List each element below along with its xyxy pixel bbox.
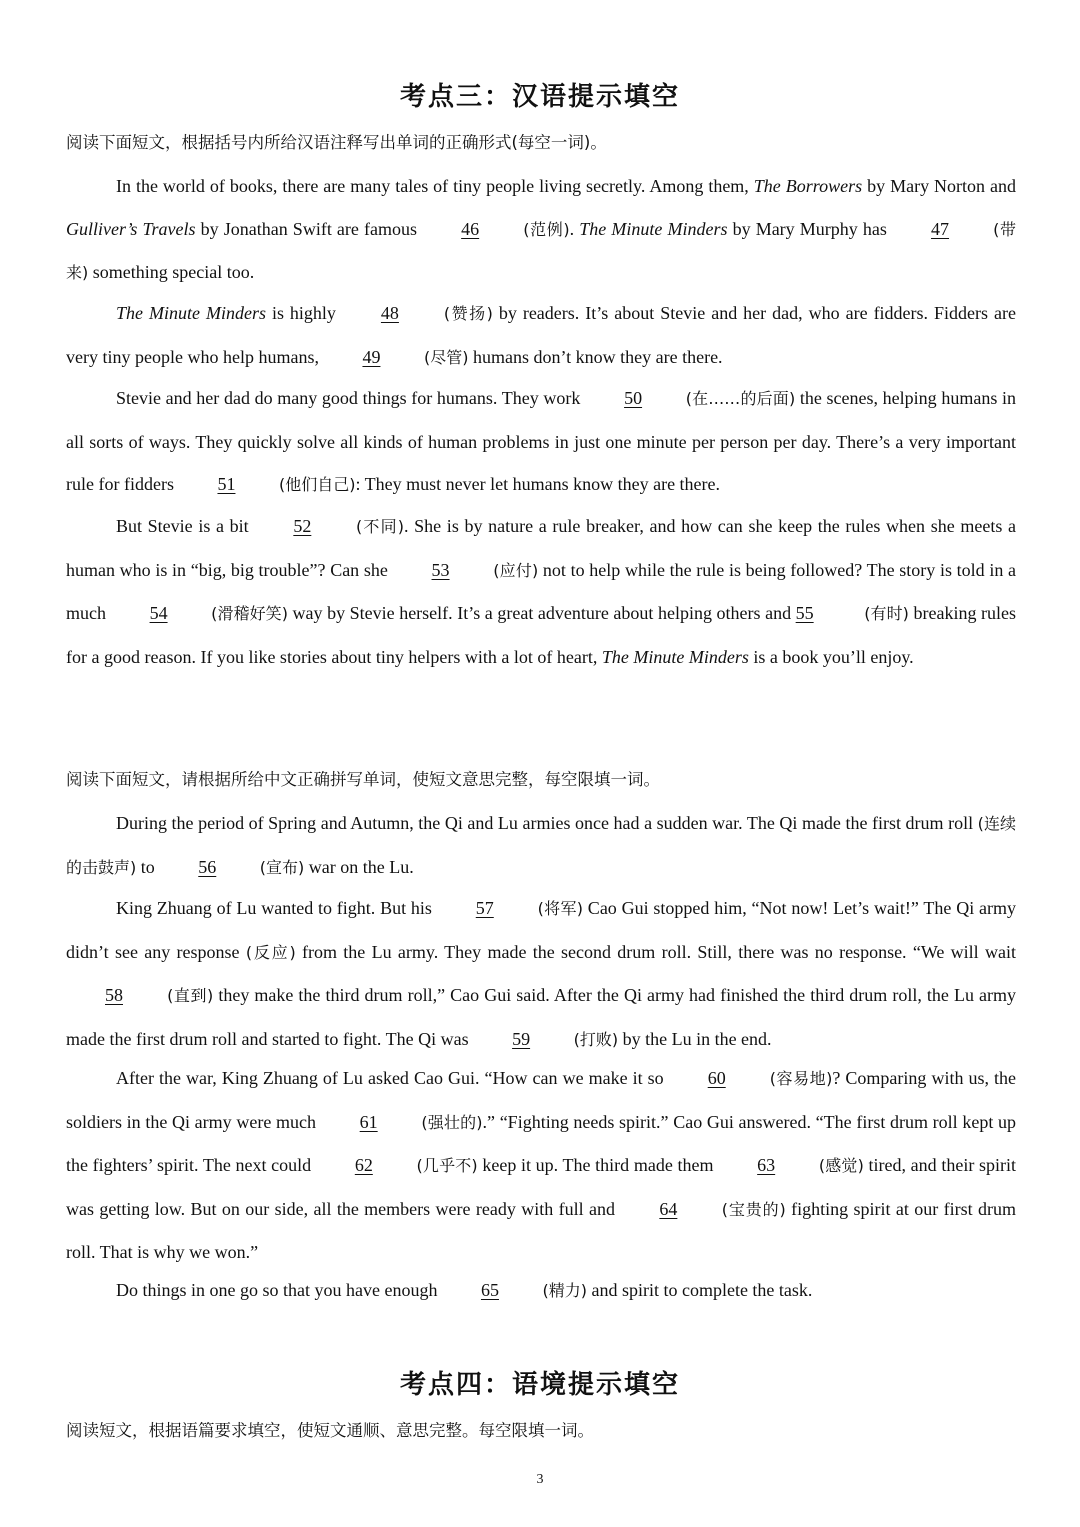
hint-60: (容易地) xyxy=(769,1069,833,1088)
book-title: The Minute Minders xyxy=(579,218,728,239)
passage-1-paragraph-1: In the world of books, there are many tales of tiny people living secretly. Among them, The Borrowers by Mary Norton and Gulliver’s Travels by Jonathan Swift are famous 46 (范例). The Minute Minders by Mary Murphy has 47 (带来) something special too. xyxy=(66,176,1017,282)
blank-47[interactable]: 47 xyxy=(931,218,950,239)
passage-1-instruction: 阅读下面短文，根据括号内所给汉语注释写出单词的正确形式(每空一词)。 xyxy=(66,133,607,152)
blank-64[interactable]: 64 xyxy=(659,1198,678,1219)
passage-1-paragraph-3: Stevie and her dad do many good things for humans. They work 50 (在……的后面) the scenes, helping humans in all sorts of ways. They quickly solve all kinds of human problems in just one minute per person per day. There’s a very important rule for fidders 51 (他们自己): They must never let humans know they are there. xyxy=(66,377,1016,507)
passage-1-paragraph-2: The Minute Minders is highly 48 (赞扬) by readers. It’s about Stevie and her dad, who are fidders. Fidders are very tiny people who help humans, 49 (尽管) humans don’t know they are there. xyxy=(66,292,1016,379)
hint-46: (范例) xyxy=(523,219,570,239)
book-title: Gulliver’s Travels xyxy=(66,218,196,239)
hint-57: (将军) xyxy=(537,899,583,918)
blank-49[interactable]: 49 xyxy=(362,346,381,367)
hint-49: (尽管) xyxy=(423,347,469,367)
hint-55: (有时) xyxy=(864,604,909,623)
blank-53[interactable]: 53 xyxy=(431,559,450,580)
passage-2-paragraph-3: After the war, King Zhuang of Lu asked Cao Gui. “How can we make it so 60 (容易地)? Comparing with us, the soldiers in the Qi army were much 61 (强壮的).” “Fighting needs spirit.” Cao Gui answered. “The first drum roll kept up the fighters’ spirit. The next could 62 (几乎不) keep it up. The third made them 63 (感觉) tired, and their spirit was getting low. But on our side, all the members were ready with full and 64 (宝贵的) fighting spirit at our first drum roll. That is why we won.” xyxy=(66,1057,1016,1274)
hint-48: (赞扬) xyxy=(443,304,493,323)
book-title: The Minute Minders xyxy=(601,646,749,667)
hint-response: (反应) xyxy=(245,942,296,962)
hint-51: (他们自己) xyxy=(278,475,356,494)
blank-55[interactable]: 55 xyxy=(795,603,814,623)
blank-57[interactable]: 57 xyxy=(475,898,494,918)
blank-62[interactable]: 62 xyxy=(354,1155,373,1175)
blank-60[interactable]: 60 xyxy=(707,1068,726,1088)
book-title: The Borrowers xyxy=(753,176,863,196)
hint-56: (宣布) xyxy=(259,857,305,877)
hint-59: (打败) xyxy=(573,1029,619,1049)
section-3-title: 考点三：汉语提示填空 xyxy=(399,82,680,112)
blank-56[interactable]: 56 xyxy=(198,856,217,877)
hint-47: (带来) xyxy=(66,219,1017,282)
blank-59[interactable]: 59 xyxy=(512,1028,531,1049)
hint-52: (不同) xyxy=(356,517,404,536)
blank-61[interactable]: 61 xyxy=(359,1111,378,1132)
hint-53: (应付) xyxy=(493,560,539,580)
hint-63: (感觉) xyxy=(818,1156,864,1175)
blank-46[interactable]: 46 xyxy=(461,218,480,239)
blank-54[interactable]: 54 xyxy=(149,603,168,623)
hint-65: (精力) xyxy=(542,1281,587,1300)
blank-50[interactable]: 50 xyxy=(624,388,643,408)
hint-62: (几乎不) xyxy=(416,1156,478,1175)
blank-52[interactable]: 52 xyxy=(293,516,312,536)
passage-2-paragraph-1: During the period of Spring and Autumn, the Qi and Lu armies once had a sudden war. The Qi made the first drum roll (连续的击鼓声) to 56 (宣布) war on the Lu. xyxy=(66,802,1016,889)
section-4-title: 考点四：语境提示填空 xyxy=(399,1370,680,1400)
blank-58[interactable]: 58 xyxy=(105,985,123,1005)
blank-63[interactable]: 63 xyxy=(757,1155,776,1175)
hint-50: (在……的后面) xyxy=(685,389,796,408)
passage-1-paragraph-4: But Stevie is a bit 52 (不同). She is by nature a rule breaker, and how can she keep the rules when she meets a human who is in “big, big trouble”? Can she 53 (应付) not to help while the rule is being followed? The story is told in a much 54 (滑稽好笑) way by Stevie herself. It’s a great adventure about helping others and 55 (有时) breaking rules for a good reason. If you like stories about tiny helpers with a lot of heart, The Minute Minders is a book you’ll enjoy. xyxy=(66,505,1016,678)
passage-2-paragraph-4: Do things in one go so that you have enough 65 (精力) and spirit to complete the task. xyxy=(66,1269,1016,1313)
blank-48[interactable]: 48 xyxy=(380,303,399,323)
hint-drum-roll: (连续的击鼓声) xyxy=(66,814,1016,877)
hint-61: (强壮的) xyxy=(421,1112,483,1132)
passage-2-paragraph-2: King Zhuang of Lu wanted to fight. But his 57 (将军) Cao Gui stopped him, “Not now! Let’s wait!” The Qi army didn’t see any response (反应) from the Lu army. They made the second drum roll. Still, there was no response. “We will wait 58 (直到) they make the third drum roll,” Cao Gui said. After the Qi army had finished the third drum roll, the Lu army made the first drum roll and started to fight. The Qi was 59 (打败) by the Lu in the end. xyxy=(66,887,1016,1061)
blank-51[interactable]: 51 xyxy=(217,474,236,494)
hint-64: (宝贵的) xyxy=(721,1199,786,1219)
section-4-instruction: 阅读短文，根据语篇要求填空，使短文通顺、意思完整。每空限填一词。 xyxy=(66,1421,594,1440)
hint-58: (直到) xyxy=(167,986,214,1005)
hint-54: (滑稽好笑) xyxy=(211,604,288,623)
page-number: 3 xyxy=(536,1472,544,1487)
passage-2-instruction: 阅读下面短文，请根据所给中文正确拼写单词，使短文意思完整，每空限填一词。 xyxy=(66,770,660,789)
book-title: The Minute Minders xyxy=(116,303,266,323)
blank-65[interactable]: 65 xyxy=(480,1280,499,1300)
